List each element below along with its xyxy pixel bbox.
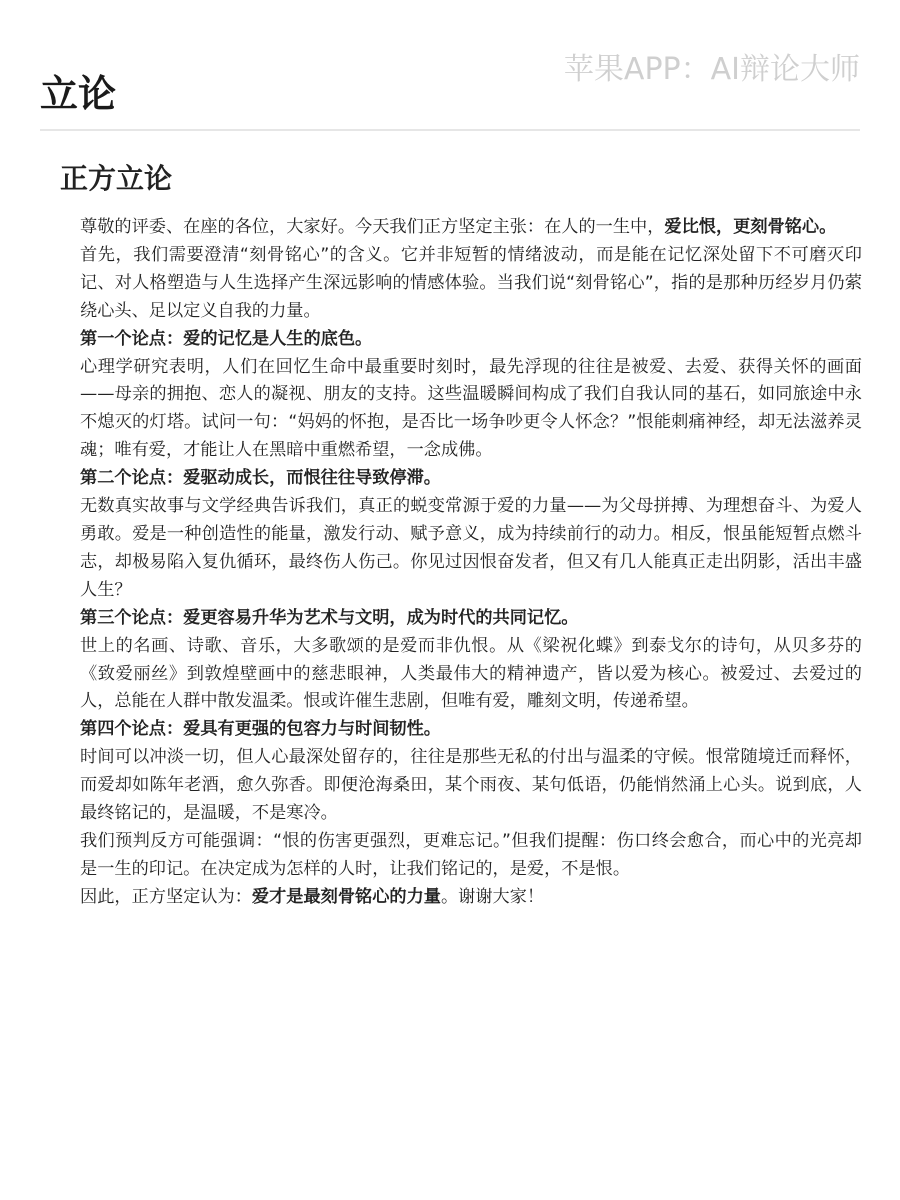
point4-title: 第四个论点：爱具有更强的包容力与时间韧性。 bbox=[80, 719, 441, 740]
rebuttal-paragraph: 我们预判反方可能强调：“恨的伤害更强烈，更难忘记。”但我们提醒：伤口终会愈合，而心中的光亮却是一生的印记。在决定成为怎样的人时，让我们铭记的，是爱，不是恨。 bbox=[80, 830, 862, 879]
title-divider bbox=[40, 129, 860, 131]
opening-thesis: 爱比恨，更刻骨铭心。 bbox=[664, 217, 837, 237]
point2-title: 第二个论点：爱驱动成长，而恨往往导致停滞。 bbox=[80, 468, 441, 489]
point1-body: 心理学研究表明，人们在回忆生命中最重要时刻时，最先浮现的往往是被爱、去爱、获得关怀的画面——母亲的拥抱、恋人的凝视、朋友的支持。这些温暖瞬间构成了我们自我认同的基石，如同旅途中永不熄灭的灯塔。试问一句：“妈妈的怀抱，是否比一场争吵更令人怀念？”恨能刺痛神经，却无法滋养灵魂；唯有爱，才能让人在黑暗中重燃希望，一念成佛。 bbox=[80, 356, 862, 461]
point3-body: 世上的名画、诗歌、音乐，大多歌颂的是爱而非仇恨。从《梁祝化蝶》到泰戈尔的诗句，从贝多芬的《致爱丽丝》到敦煌壁画中的慈悲眼神，人类最伟大的精神遗产，皆以爱为核心。被爱过、去爱过的人，总能在人群中散发温柔。恨或许催生悲剧，但唯有爱，雕刻文明，传递希望。 bbox=[80, 635, 862, 712]
point1-title: 第一个论点：爱的记忆是人生的底色。 bbox=[80, 328, 373, 349]
speech-body bbox=[80, 214, 862, 912]
conclusion-paragraph bbox=[80, 884, 862, 912]
conclusion-prefix: 因此，正方坚定认为： bbox=[80, 886, 252, 907]
opening-paragraph bbox=[80, 214, 862, 242]
conclusion-thesis: 爱才是最刻骨铭心的力量 bbox=[251, 886, 441, 907]
point3-title: 第三个论点：爱更容易升华为艺术与文明，成为时代的共同记忆。 bbox=[80, 607, 579, 628]
page-title: 立论 bbox=[40, 72, 117, 116]
section-title: 正方立论 bbox=[60, 162, 173, 195]
watermark-text: 苹果APP：AI辩论大师 bbox=[563, 52, 860, 87]
definition-paragraph: 首先，我们需要澄清“刻骨铭心”的含义。它并非短暂的情绪波动，而是能在记忆深处留下不可磨灭印记、对人格塑造与人生选择产生深远影响的情感体验。当我们说“刻骨铭心”，指的是那种历经岁月仍萦绕心头、足以定义自我的力量。 bbox=[80, 244, 862, 321]
point2-body: 无数真实故事与文学经典告诉我们，真正的蜕变常源于爱的力量——为父母拼搏、为理想奋斗、为爱人勇敢。爱是一种创造性的能量，激发行动、赋予意义，成为持续前行的动力。相反，恨虽能短暂点燃斗志，却极易陷入复仇循环，最终伤人伤己。你见过因恨奋发者，但又有几人能真正走出阴影，活出丰盛人生？ bbox=[80, 496, 862, 600]
conclusion-suffix: 。谢谢大家！ bbox=[440, 886, 545, 907]
opening-text: 尊敬的评委、在座的各位，大家好。今天我们正方坚定主张：在人的一生中， bbox=[80, 217, 665, 237]
point4-body: 时间可以冲淡一切，但人心最深处留存的，往往是那些无私的付出与温柔的守候。恨常随境迁而释怀，而爱却如陈年老酒，愈久弥香。即便沧海桑田，某个雨夜、某句低语，仍能悄然涌上心头。说到底，人最终铭记的，是温暖，不是寒冷。 bbox=[80, 747, 862, 824]
